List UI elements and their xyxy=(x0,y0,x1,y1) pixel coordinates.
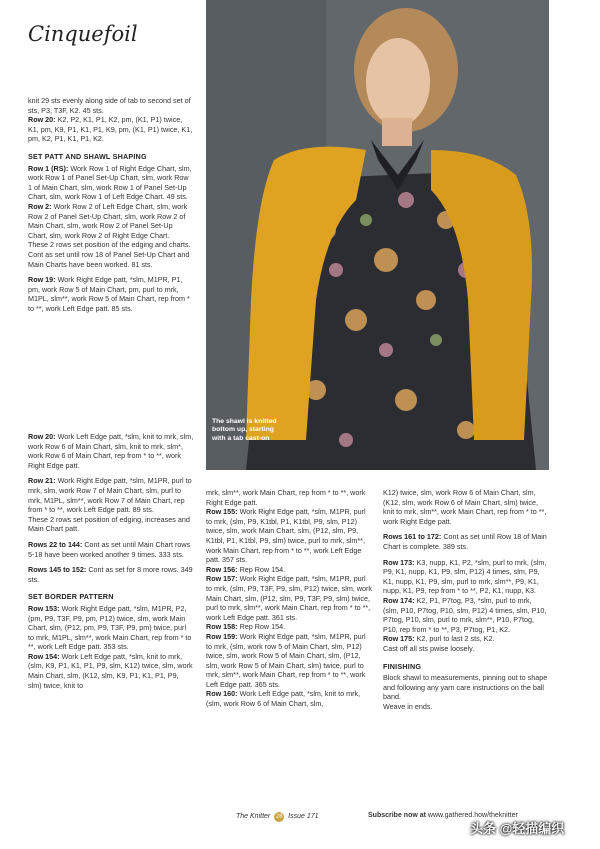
issue-number: Issue 171 xyxy=(288,813,319,820)
right-column xyxy=(383,488,549,717)
row-154-text: Row 154: Work Left Edge patt, *slm, knit to mrk, (slm, K9, P1, K1, P1, P9, slm, K12) twice, slm, work Main Chart, slm, (K12, slm, K9, P1, K1, P1, P9, slm) twice, knit to xyxy=(28,651,193,690)
cast-off-text: Cast off all sts pwise loosely. xyxy=(383,643,475,653)
row-153-text: Row 153: Work Right Edge patt, *slm, M1PR, P2, (pm, P9, T3F, P9, pm, P12) twice, slm, work Main Chart, slm, (P12, pm, P9, T3F, P9, pm) twice, purl to mrk, M1PL, slm**, work Main Chart, rep from * to **, work Left Edge patt. 353 sts. xyxy=(28,603,192,652)
row-157-text: Row 157: Work Right Edge patt, *slm, M1PR, purl to mrk, (slm, P9, T3F, P9, slm, P12) twice, slm, work Main Chart, slm, (P12, slm, P9, T3F, P9, slm) twice, purl to mrk, slm**, work Main Chart, rep from * to **, work Left Edge patt. 361 sts. xyxy=(206,574,373,622)
intro-line: knit 29 sts evenly along side of tab to second set of sts, P3, T3F, K2. 45 sts. xyxy=(28,96,191,115)
weave-text: Weave in ends. xyxy=(383,701,433,711)
left-column-lower xyxy=(28,432,194,690)
watermark: 头条 @轻描编织 xyxy=(470,821,565,836)
row-1-text: Row 1 (RS): Work Row 1 of Right Edge Chart, slm, work Row 1 of Panel Set-Up Chart, slm, work Row 1 of Main Chart, slm, work Row 1 of Panel Set-Up Chart, slm, work Row 1 of Left Edge Chart. 49 sts. xyxy=(28,163,192,202)
model-photo xyxy=(206,0,549,470)
row-19-text: Row 19: Work Right Edge patt, *slm, M1PR, P1, pm, work Row 5 of Main Chart, pm, purl to mrk, M1PL, slm**, work Row 5 of Main Chart, rep from * to **, work Left Edge patt. 85 sts. xyxy=(28,275,190,313)
row-173-text: Row 173: K3, nupp, K1, P2, *slm, purl to mrk, (slm, P9, K1, nupp, K1, P9, slm, P12) 4 times, slm, P9, K1, nupp, K1, P9, slm, purl to mrk, slm**, P9, K1, nupp, K1, P9, rep from * to **, P2, K1, nupp, K3. xyxy=(383,557,547,596)
section-heading-set-patt: SET PATT AND SHAWL SHAPING xyxy=(28,151,147,161)
model-illustration xyxy=(206,0,549,470)
row-159-text: Row 159: Work Right Edge patt, *slm, M1PR, purl to mrk, (slm, work row 5 of Main Chart, slm, P12) twice, slm, work Row 5 of Main Chart, slm, (P12, slm, work Row 5 of Main Chart, slm) twice, purl to mrk, slm**, work Main Chart, rep from * to **, work Left Edge patt. 365 sts. xyxy=(206,631,366,689)
intro-column xyxy=(28,96,194,319)
row-21-text: Row 21: Work Right Edge patt, *slm, M1PR, purl to mrk, slm, work Row 7 of Main Chart, slm, purl to mrk, M1PL, slm**, work Row 7 of Main Chart, rep from * to **, work Left Edge patt. 89 sts. xyxy=(28,476,192,515)
row-174-text: Row 174: K2, P1, P7tog, P3, *slm, purl to mrk, (slm, P10, P7tog, P10, slm, P12) 4 times, slm, P10, P7tog, P10, slm, purl to mrk, slm**, P10, P7tog, P10, rep from * to **, P3, P7tog, P1, K2. xyxy=(383,595,547,634)
row-155-text: Row 155: Work Right Edge patt, *slm, M1PR, purl to mrk, (slm, P9, K1tbl, P1, K1tbl, P9, slm, P12) twice, slm, work Main Chart, slm, (P12, slm, P9, K1tbl, P1, K1tbl, P9, slm) twice, purl to mrk, slm**, work Main Chart, rep from * to **, work Left Edge patt. 357 sts. xyxy=(206,507,366,565)
row-154-cont: mrk, slm**, work Main Chart, rep from * to **, work Right Edge patt. xyxy=(206,488,366,507)
middle-column xyxy=(206,488,372,709)
finishing-text: Block shawl to measurements, pinning out to shape and following any yarn care instructions on the ball band. xyxy=(383,673,548,702)
rows-161-text: Rows 161 to 172: Cont as set until Row 18 of Main Chart is complete. 389 sts. xyxy=(383,532,547,551)
page-footer xyxy=(236,812,319,822)
row-160-cont: K12) twice, slm, work Row 6 of Main Chart, slm, (K12, slm, work Row 6 of Main Chart, slm) twice, knit to mrk, slm**, work Main Chart, rep from * to **, work Right Edge patt. xyxy=(383,488,547,526)
row-20-text: Row 20: K2, P2, K1, P1, K2, pm, (K1, P1) twice, K1, pm, K9, P1, K1, P1, K9, pm, (K1, P1) twice, K1, pm, K2, P1, K1, P1, K2. xyxy=(28,115,193,144)
row-156-text: Row 156: Rep Row 154. xyxy=(206,564,286,574)
section-heading-border: SET BORDER PATTERN xyxy=(28,592,114,602)
row-2-text: Row 2: Work Row 2 of Left Edge Chart, slm, work Row 2 of Panel Set-Up Chart, slm, work Row 2 of Main Chart, slm, work Row 2 of Panel Set-Up Chart, slm, work Row 2 of Right Edge Chart. xyxy=(28,201,188,240)
rows-22-text: Rows 22 to 144: Cont as set until Main Chart rows 5-18 have been worked another 9 times. 333 sts. xyxy=(28,539,191,559)
page-number: 28 xyxy=(275,814,283,820)
row-175-text: Row 175: K2, purl to last 2 sts, K2. xyxy=(383,634,495,644)
section-heading-finishing: FINISHING xyxy=(383,661,422,671)
page-title: Cinquefoil xyxy=(28,22,138,46)
subscribe-url[interactable]: www.gathered.how/theknitter xyxy=(427,812,518,819)
row-160-text: Row 160: Work Left Edge patt, *slm, knit to mrk, (slm, work Row 6 of Main Chart, slm, xyxy=(206,689,361,709)
photo-caption: The shawl is knitted bottom up, starting with a tab cast-on xyxy=(212,418,277,442)
subscribe-label: Subscribe now at xyxy=(368,812,426,819)
rows-145-text: Rows 145 to 152: Cont as set for 8 more rows. 349 sts. xyxy=(28,565,193,584)
note-text: These 2 rows set position of edging, increases and Main Chart patt. xyxy=(28,514,190,534)
note-text: These 2 rows set position of the edging and charts. xyxy=(28,240,191,250)
note-text: Cont as set until row 18 of Panel Set-Up Chart and Main Charts have been worked. 81 sts. xyxy=(28,249,190,269)
row-158-text: Row 158: Rep Row 154. xyxy=(206,622,286,632)
row-20b-text: Row 20: Work Left Edge patt, *slm, knit to mrk, slm, work Row 6 of Main Chart, slm, knit to mrk, slm*, work Row 6 of Main Chart, rep from * to **, work Right Edge patt. xyxy=(28,432,194,470)
magazine-name: The Knitter xyxy=(236,813,271,820)
